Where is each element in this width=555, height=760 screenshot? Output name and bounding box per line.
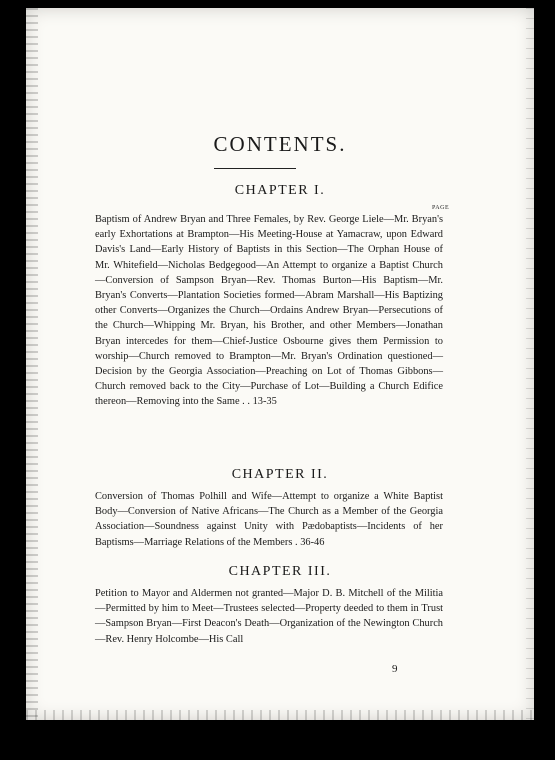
chapter-1-heading: CHAPTER I. (234, 183, 326, 198)
scan-edge-right (526, 8, 534, 720)
chapter-2-pages: 36-46 (300, 536, 325, 548)
chapter-2-entry (83, 489, 443, 550)
title-rule (214, 168, 296, 169)
chapter-1-pages: 13-35 (252, 396, 277, 408)
scan-edge-bottom (26, 710, 534, 720)
book-page (26, 8, 534, 720)
chapter-3-heading: CHAPTER III. (228, 564, 332, 579)
chapter-1-text: Baptism of Andrew Bryan and Three Females, by Rev. George Liele—Mr. Bryan's early Exhortations at Brampton—His Meeting-House at Yamacraw, upon Edward Davis's Land—Early History of Baptists in this Section—The Orphan House of Mr. Whitefield—Nicholas Bedgegood—An Attempt to organize a Baptist Church—Conversion of Sampson Bryan—Rev. Thomas Burton—His Baptism—Mr. Bryan's Converts—Plantation Societies formed—Abram Marshall—His Baptizing other Converts—Organizes the Church—Ordains Andrew Bryan—Persecutions of the Church—Whipping Mr. Bryan, his Brother, and other Members—Jonathan Bryan intercedes for them—Chief-Justice Osbourne gives them Permission to worship—Church removed to Brampton—Mr. Bryan's Ordination questioned—Decision by the Georgia Association—Preaching on Lot of Thomas Gibbons—Church removed back to the City—Purchase of Lot—Building a Church Edifice thereon—Removing into the Same . . (95, 214, 443, 408)
chapter-1-entry (83, 212, 443, 410)
page-column-label: PAGE (432, 205, 450, 211)
page-number: 9 (392, 663, 398, 675)
scan-edge-left (26, 8, 38, 720)
chapter-2-text: Conversion of Thomas Polhill and Wife—Attempt to organize a White Baptist Body—Conversion of Native Africans—The Church as a Member of the Georgia Association—Soundness against Unity with Pædobaptists—Incidents of her Baptisms—Marriage Relations of the Members . (95, 491, 443, 548)
chapter-3-entry (83, 586, 443, 647)
chapter-3-text: Petition to Mayor and Aldermen not granted—Major D. B. Mitchell of the Militia—Permitted by him to Meet—Trustees selected—Property deeded to them in Trust—Sampson Bryan—First Deacon's Death—Organization of the Newington Church—Rev. Henry Holcombe—His Call (95, 588, 443, 645)
page-title: CONTENTS. (213, 132, 347, 156)
chapter-2-heading: CHAPTER II. (231, 467, 329, 482)
